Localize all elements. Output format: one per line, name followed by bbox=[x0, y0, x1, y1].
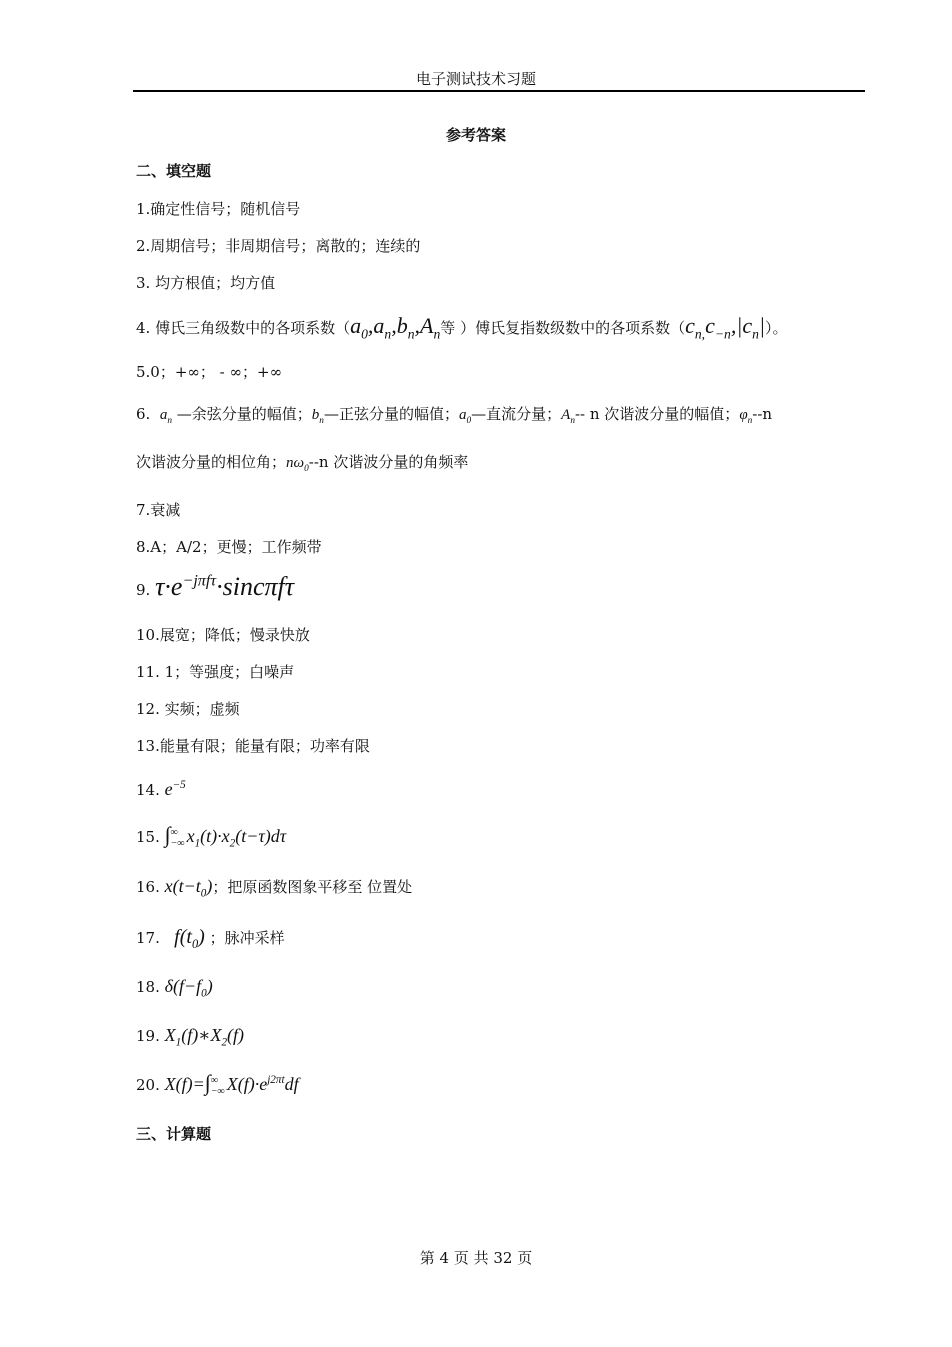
answer-9 bbox=[136, 572, 294, 602]
answer-14-num: 14. bbox=[136, 781, 160, 799]
section-calc: 三、计算题 bbox=[136, 1125, 212, 1143]
formula-An: $A_n$ bbox=[561, 407, 575, 426]
answer-17-text: ；脉冲采样 bbox=[204, 929, 285, 947]
answer-16 bbox=[136, 876, 413, 900]
answer-4-mid: 等 ）傅氏复指数级数中的各项系数（ bbox=[440, 319, 686, 337]
formula-bn: $b_n$ bbox=[311, 407, 324, 426]
answer-18 bbox=[136, 976, 213, 1000]
answer-15-num: 15. bbox=[136, 828, 160, 846]
answer-17-num: 17. bbox=[136, 929, 160, 947]
answer-4-end: ）。 bbox=[765, 319, 788, 337]
formula-an: $a_n$ bbox=[159, 407, 173, 426]
answer-14 bbox=[136, 779, 186, 800]
answer-20-num: 20. bbox=[136, 1076, 160, 1094]
formula-n-omega0: $n\omega_0$ bbox=[286, 455, 309, 474]
answer-1: 1.确定性信号；随机信号 bbox=[136, 200, 301, 218]
answer-16-text: ；把原函数图象平移至 位置处 bbox=[212, 878, 413, 896]
formula-a0: $a_0$ bbox=[458, 407, 472, 426]
doc-title: 参考答案 bbox=[445, 126, 506, 144]
formula-phin: $\varphi_n$ bbox=[739, 407, 753, 426]
formula-correlation-integral: ∫∞ −∞ $x_1(t)\cdot x_2(t-\tau)d\tau$ bbox=[164, 822, 287, 850]
answer-2: 2.周期信号；非周期信号；离散的；连续的 bbox=[136, 237, 421, 255]
answer-6-t5: --n bbox=[752, 405, 773, 423]
answer-3: 3. 均方根值；均方值 bbox=[136, 274, 276, 292]
answer-16-num: 16. bbox=[136, 878, 160, 896]
formula-sinc-spectrum: $\tau\cdot e^{-j\pi f\tau}\cdot\sin c\pi f\tau$ bbox=[155, 572, 295, 601]
answer-4-pre: 4. 傅氏三角级数中的各项系数（ bbox=[136, 319, 351, 337]
answer-20 bbox=[136, 1070, 299, 1097]
answer-19 bbox=[136, 1025, 245, 1049]
answer-6-t4: -- n 次谐波分量的幅值； bbox=[574, 405, 740, 423]
formula-delta-shift: $\delta(f-f_0)$ bbox=[164, 976, 213, 1000]
answer-17 bbox=[136, 926, 285, 949]
answer-6-t1: —余弦分量的幅值； bbox=[172, 405, 312, 423]
page-footer: 第 4 页 共 32 页 bbox=[419, 1249, 533, 1267]
formula-f-t0: $f(t_0)$ bbox=[174, 926, 205, 951]
answer-8: 8.A；A/2；更慢；工作频带 bbox=[136, 538, 322, 556]
answer-11: 11. 1；等强度；白噪声 bbox=[136, 663, 295, 681]
answer-7: 7.衰减 bbox=[136, 501, 181, 519]
formula-convolution: $X_1(f)∗X_2(f)$ bbox=[164, 1025, 245, 1049]
answer-9-num: 9. bbox=[136, 581, 151, 599]
formula-e-minus-5: $e^{-5}$ bbox=[164, 779, 186, 799]
answer-6 bbox=[136, 403, 772, 424]
answer-6-t3: —直流分量； bbox=[471, 405, 562, 423]
answer-6-t2: —正弦分量的幅值； bbox=[323, 405, 459, 423]
header-rule bbox=[133, 90, 865, 92]
answer-4 bbox=[136, 313, 788, 342]
answer-13: 13.能量有限；能量有限；功率有限 bbox=[136, 737, 370, 755]
answer-10: 10.展宽；降低；慢录快放 bbox=[136, 626, 310, 644]
answer-6-line2-pre: 次谐波分量的相位角； bbox=[136, 453, 287, 471]
answer-18-num: 18. bbox=[136, 978, 160, 996]
answer-6-line2 bbox=[136, 451, 468, 472]
formula-x-shift: $x(t-t_0)$ bbox=[164, 876, 213, 900]
answer-5: 5.0；+∞； - ∞；+∞ bbox=[136, 363, 283, 381]
answer-15 bbox=[136, 822, 286, 849]
answer-12: 12. 实频；虚频 bbox=[136, 700, 240, 718]
formula-trig-coefficients: $a_0,a_n,b_n,A_n$ bbox=[350, 313, 441, 342]
formula-inverse-fourier: X(f)=∫∞ −∞ $X(f)\cdot e^{j2\pi t}df$ bbox=[164, 1070, 299, 1097]
answer-19-num: 19. bbox=[136, 1027, 160, 1045]
answer-6-line2-post: --n 次谐波分量的角频率 bbox=[308, 453, 469, 471]
section-fill-blank: 二、填空题 bbox=[136, 162, 212, 180]
formula-complex-coefficients: $c_{n,}c_{-n},|c_n|$ bbox=[685, 313, 766, 342]
answer-6-num: 6. bbox=[136, 405, 151, 423]
header-title: 电子测试技术习题 bbox=[415, 70, 536, 88]
